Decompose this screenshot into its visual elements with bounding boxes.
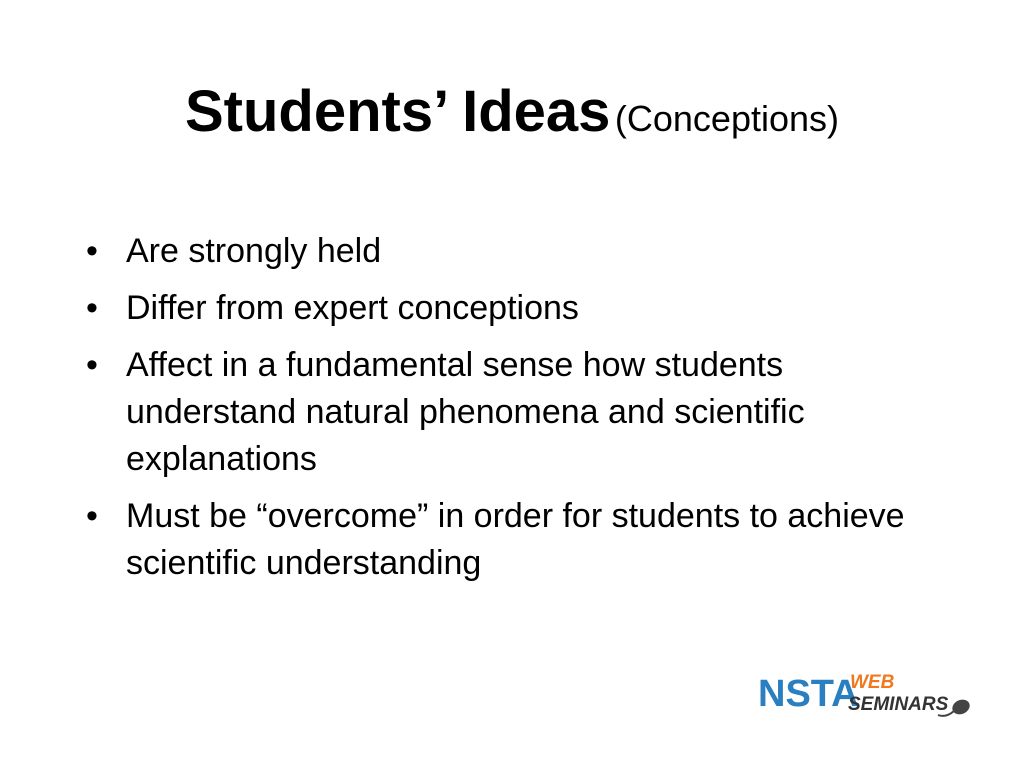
title-main: Students’ Ideas: [184, 79, 611, 144]
logo-line2-text: SEMINARS: [848, 694, 949, 715]
bullet-dot-icon: •: [86, 232, 98, 270]
slide-title: [0, 78, 1024, 145]
bullet-text: Are strongly held: [126, 232, 382, 270]
bullet-text: Differ from expert conceptions: [126, 289, 579, 327]
bullet-text: Must be “overcome” in order for students to achieve scientific understanding: [126, 497, 905, 582]
logo-line1-text: WEB: [850, 672, 895, 693]
title-subtitle: (Conceptions): [614, 98, 840, 139]
bullet-item: [84, 342, 944, 483]
bullet-text: Affect in a fundamental sense how students understand natural phenomena and scientific explanations: [126, 346, 805, 478]
bullet-dot-icon: •: [86, 289, 98, 327]
bullet-dot-icon: •: [86, 497, 98, 535]
bullet-item: [84, 228, 944, 275]
bullet-item: [84, 493, 944, 587]
bullet-list: [84, 228, 944, 597]
bullet-dot-icon: •: [86, 346, 98, 384]
nsta-web-seminars-logo: [758, 666, 974, 722]
bullet-item: [84, 285, 944, 332]
logo-org-text: NSTA: [758, 673, 859, 715]
